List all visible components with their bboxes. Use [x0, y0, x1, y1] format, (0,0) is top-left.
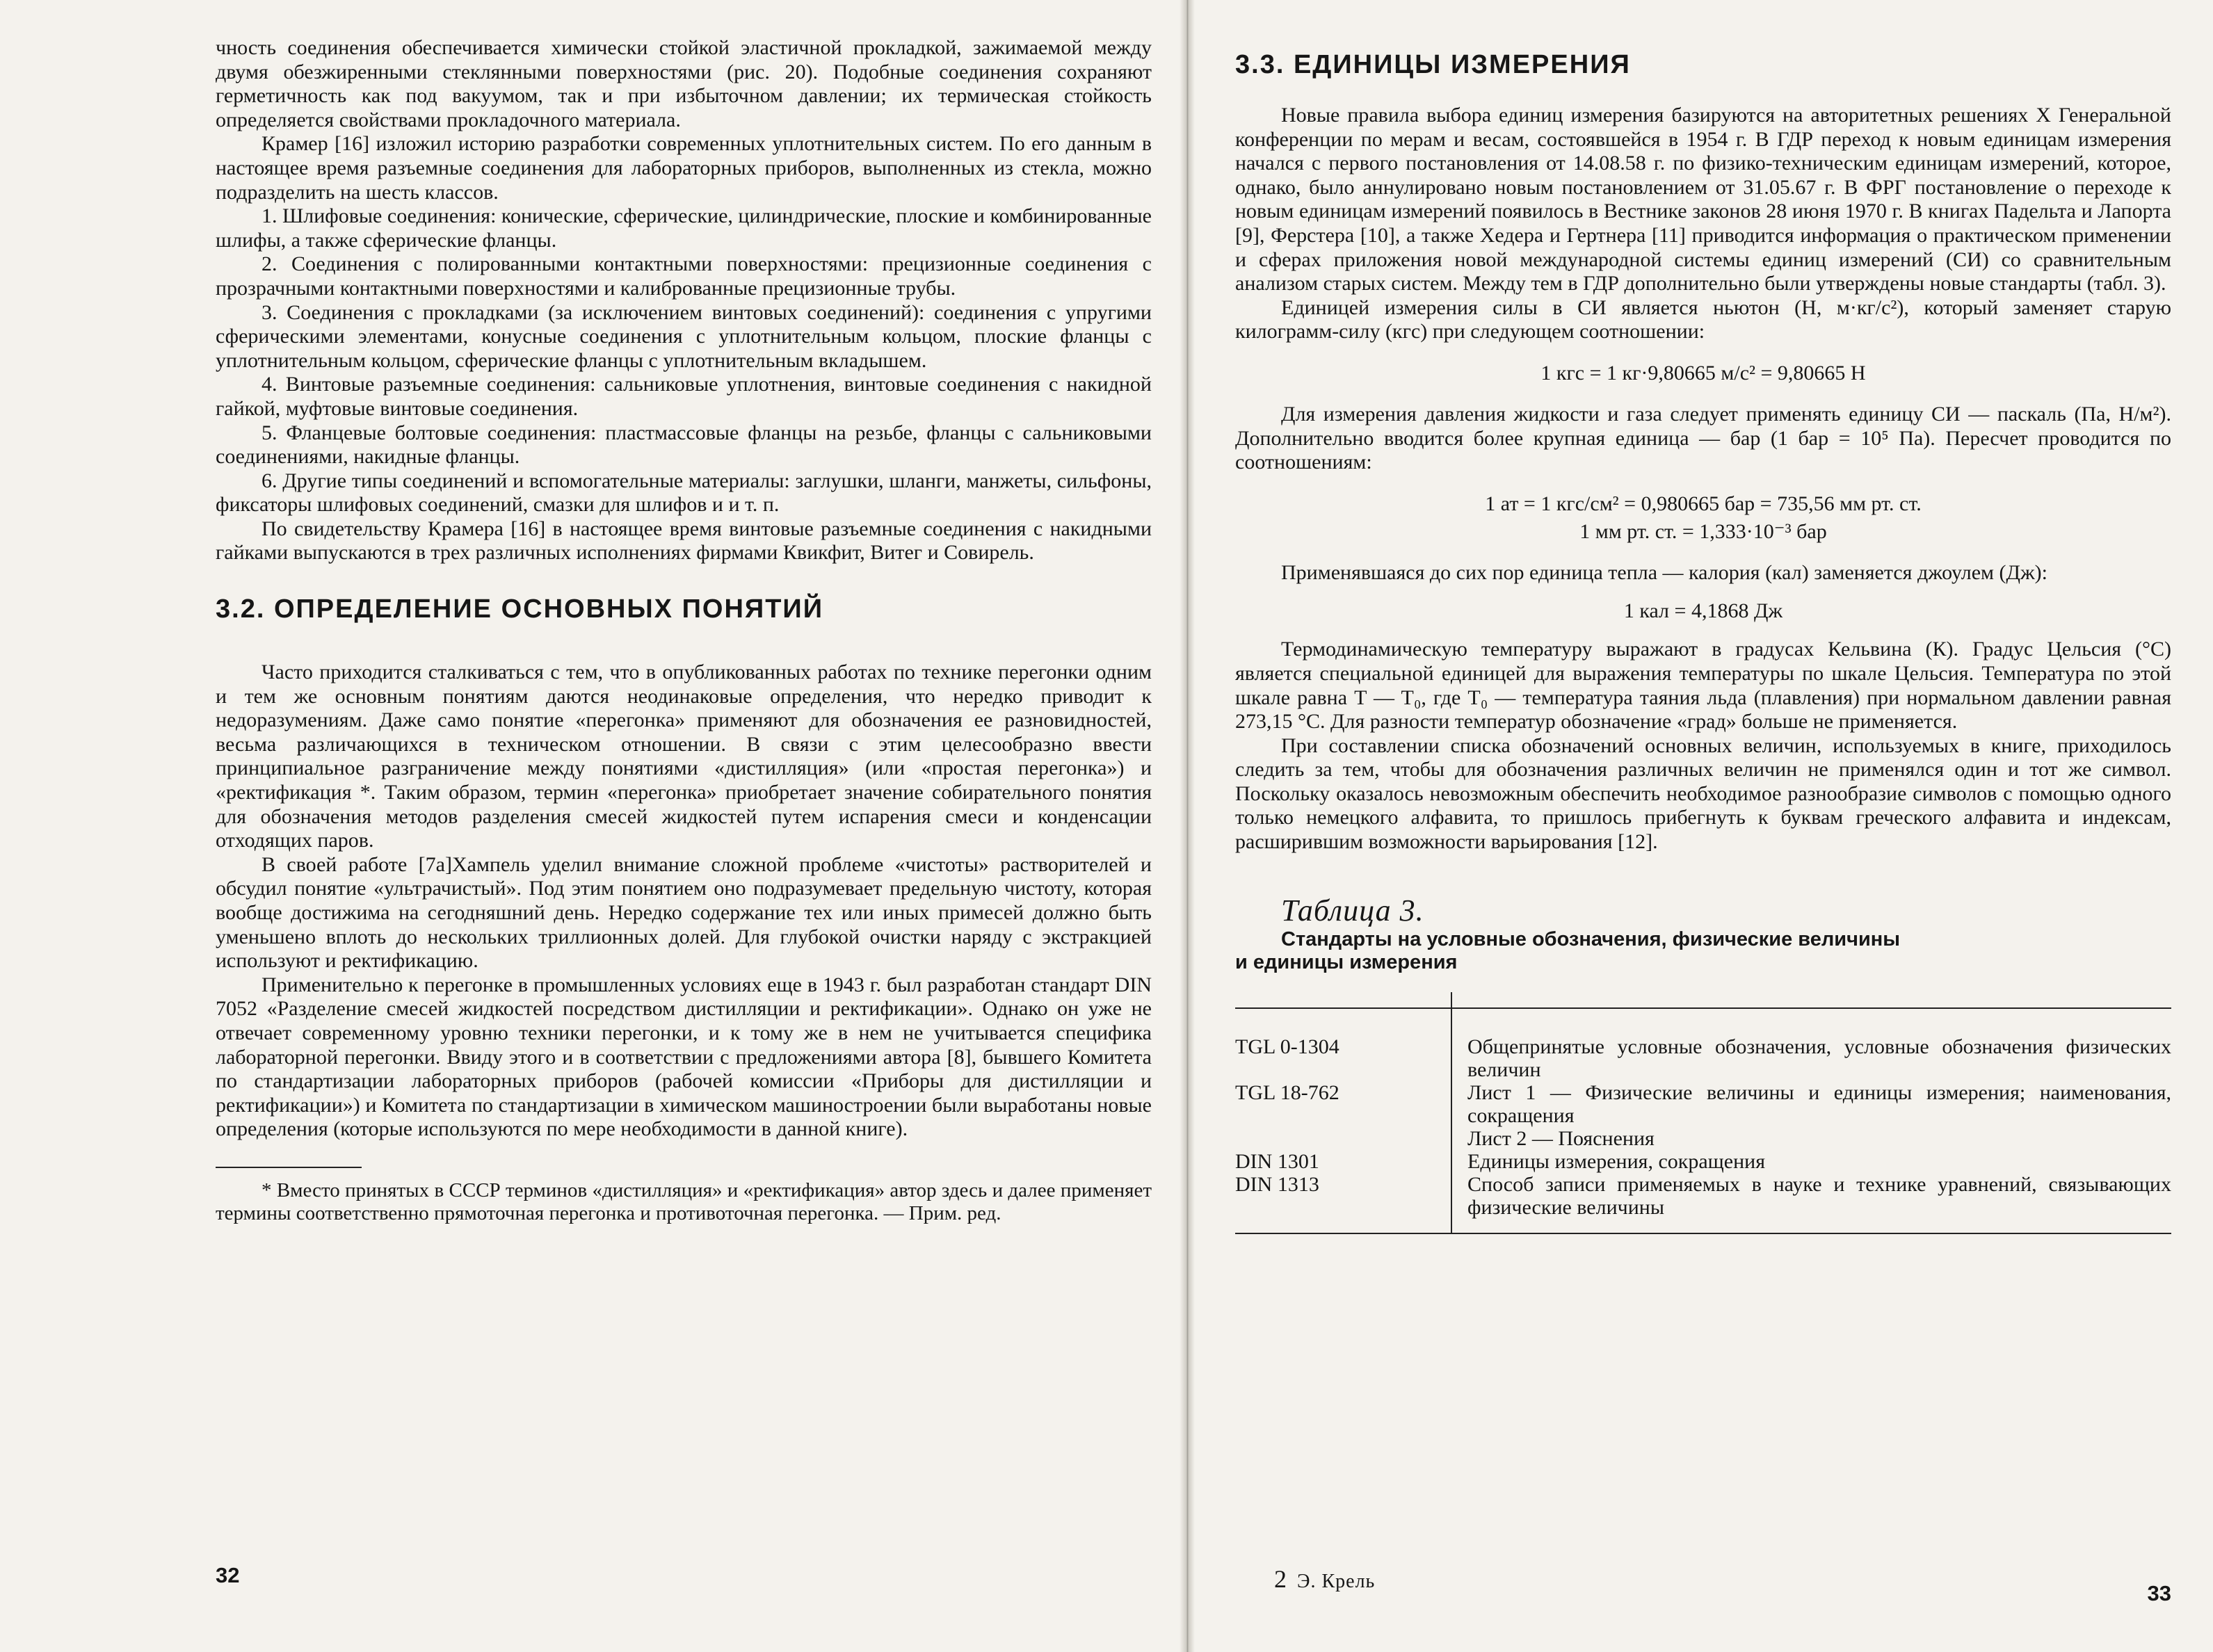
table-row — [1235, 1150, 2171, 1173]
list-item: 4. Винтовые разъемные соединения: сальниковые уплотнения, винтовые соединения с накидной гайкой, муфтовые винтовые соединения. — [216, 373, 1152, 420]
list-item: 2. Соединения с полированными контактными поверхностями: прецизионные соединения с прозрачными контактными поверхностями и калиброванные прецизионные трубы. — [216, 252, 1152, 300]
footnote-text: * Вместо принятых в СССР терминов «дистилляция» и «ректификация» автор здесь и далее применяет термины соответственно прямоточная перегонка и противоточная перегонка. — Прим. ред. — [216, 1179, 1152, 1224]
standard-code: DIN 1301 — [1235, 1150, 1319, 1174]
list-item: 6. Другие типы соединений и вспомогательные материалы: заглушки, шланги, манжеты, сильфоны, фиксаторы шлифовых соединений, смазки для шлифов и и т. п. — [216, 469, 1152, 517]
list-item: 1. Шлифовые соединения: конические, сферические, цилиндрические, плоские и комбинированные шлифы, а также сферические фланцы. — [216, 204, 1152, 252]
paragraph: Единицей измерения силы в СИ является ньютон (Н, м·кг/с²), который заменяет старую килограмм-силу (кгс) при следующем соотношении: — [1235, 295, 2171, 343]
paragraph: Термодинамическую температуру выражают в градусах Кельвина (К). Градус Цельсия (°С) является специальной единицей для выражения температуры по шкале Цельсия. Температура по этой шкале равна T — T₀, где T₀ — температура таяния льда (плавления) при нормальном давлении равная 273,15 °С. Для разности температур обозначение «град» больше не применяется. — [1235, 638, 2171, 734]
list-item: 5. Фланцевые болтовые соединения: пластмассовые фланцы на резьбе, фланцы с сальниковыми соединениями, накидные фланцы. — [216, 421, 1152, 469]
paragraph: В своей работе [7а]Хампель уделил внимание сложной проблеме «чистоты» растворителей и обсудил понятие «ультрачистый». Под этим понятием оно подразумевает предельную чистоту, которая вообще достижима на сегодняшний день. Нередко содержание тех или иных примесей должно быть уменьшено вплоть до нескольких триллионных долей. Для глубокой очистки наряду с экстракцией используют и ректификацию. — [216, 852, 1152, 973]
paragraph: Для измерения давления жидкости и газа следует применять единицу СИ — паскаль (Па, Н/м²). Дополнительно вводится более крупная единица — бар (1 бар = 10⁵ Па). Пересчет проводится по соотношениям: — [1235, 402, 2171, 474]
left-top-text — [216, 36, 1152, 565]
right-page — [1191, 0, 2213, 1652]
table-row — [1235, 1173, 2171, 1219]
standard-description: Лист 2 — Пояснения — [1451, 1127, 2171, 1150]
table-title-line: Стандарты на условные обозначения, физические величины — [1281, 928, 1901, 951]
standard-description: Единицы измерения, сокращения — [1451, 1150, 2171, 1173]
signature-author: Э. Крель — [1297, 1571, 1376, 1592]
footnote — [216, 1179, 1152, 1225]
signature-number: 2 — [1274, 1565, 1287, 1593]
table-spacer — [1235, 1008, 2171, 1035]
left-bottom-text — [216, 661, 1152, 1142]
formula-force: 1 кгс = 1 кг·9,80665 м/с² = 9,80665 Н — [1540, 361, 1866, 384]
section-heading: 3.3. ЕДИНИЦЫ ИЗМЕРЕНИЯ — [1235, 50, 1631, 79]
formula-pressure-at: 1 ат = 1 кгс/см² = 0,980665 бар = 735,56 мм рт. ст. — [1485, 492, 1922, 515]
printer-signature — [1274, 1564, 1375, 1594]
page-number: 32 — [216, 1563, 240, 1587]
paragraph: При составлении списка обозначений основных величин, используемых в книге, приходилось следить за тем, чтобы для обозначения различных величин не применялся один и тот же символ. Поскольку оказалось невозможным обеспечить необходимое разнообразие символов с помощью одного только немецкого алфавита, то пришлось прибегнуть к буквам греческого алфавита и индексам, расширившим возможности варьирования [12]. — [1235, 734, 2171, 854]
list-item: 3. Соединения с прокладками (за исключением винтовых соединений): соединения с упругими сферическими элементами, конусные соединения с уплотнительным кольцом, плоские фланцы с уплотнительным кольцом, сферические фланцы с уплотнительным вкладышем. — [216, 300, 1152, 372]
paragraph: Часто приходится сталкиваться с тем, что в опубликованных работах по технике перегонки одним и тем же основным понятиям даются неодинаковые определения, что нередко приводит к недоразумениям. Даже само понятие «перегонка» применяют для обозначения ее разновидностей, весьма различающихся в техническом отношении. В связи с этим целесообразно ввести принципиальное разграничение между понятиями «дистилляция» (или «простая перегонка») и «ректификация *. Таким образом, термин «перегонка» приобретает значение собирательного понятия для обозначения методов разделения смесей жидкостей путем испарения смеси и конденсации отходящих паров. — [216, 661, 1152, 852]
standard-code: TGL 18-762 — [1235, 1081, 1339, 1105]
page-number: 33 — [2147, 1581, 2171, 1605]
table-title-line: и единицы измерения — [1235, 951, 1458, 974]
paragraph: По свидетельству Крамера [16] в настоящее время винтовые разъемные соединения с накидными гайками выпускаются в трех различных исполнениях фирмами Квикфит, Витег и Совирель. — [216, 517, 1152, 565]
formula-heat: 1 кал = 4,1868 Дж — [1623, 599, 1783, 623]
paragraph: Применительно к перегонке в промышленных условиях еще в 1943 г. был разработан стандарт DIN 7052 «Разделение смесей жидкостей посредством дистилляции и ректификации». Однако он уже не отвечает современному уровню техники перегонки, и к тому же в нем не учитывается специфика лабораторной перегонки. Ввиду этого и в соответствии с предложениями автора [8], бывшего Комитета по стандартизации лабораторных приборов (рабочей комиссии «Приборы для дистилляции и ректификации») и Комитета по стандартизации в химическом машиностроении были выработаны новые определения (которые используются по мере необходимости в данной книге). — [216, 973, 1152, 1141]
standard-description: Общепринятые условные обозначения, условные обозначения физических величин — [1451, 1035, 2171, 1081]
table-caption: Таблица 3. — [1281, 893, 1424, 928]
table-row — [1235, 1081, 2171, 1127]
standards-table — [1235, 992, 2171, 1234]
formula-pressure-mm: 1 мм рт. ст. = 1,333·10⁻³ бар — [1579, 519, 1827, 543]
paragraph: Крамер [16] изложил историю разработки современных уплотнительных систем. По его данным в настоящее время разъемные соединения для лабораторных приборов, выполненных из стекла, можно подразделить на шесть классов. — [216, 132, 1152, 204]
table-title — [1235, 928, 2171, 974]
standard-code: DIN 1313 — [1235, 1173, 1319, 1197]
table-footer-rule — [1235, 1219, 2171, 1233]
table-row — [1235, 1035, 2171, 1081]
standard-description: Лист 1 — Физические величины и единицы измерения; наименования, сокращения — [1451, 1081, 2171, 1127]
standard-code — [1235, 1127, 1451, 1150]
paragraph: Применявшаяся до сих пор единица тепла — калория (кал) заменяется джоулем (Дж): — [1281, 560, 2048, 584]
table-header-rule — [1235, 992, 2171, 1008]
paragraph: Новые правила выбора единиц измерения базируются на авторитетных решениях X Генеральной конференции по мерам и весам, состоявшейся в 1954 г. В ГДР переход к новым единицам измерения начался с первого постановления от 14.08.58 г. по физико-техническим единицам измерений, которое, однако, было аннулировано новым постановлением от 31.05.67 г. В ФРГ постановление о переходе к новым единицам измерений появилось в Вестнике законов 28 июня 1970 г. В книгах Падельта и Лапорта [9], Ферстера [10], а также Хедера и Гертнера [11] приводится информация о практическом применении и сферах приложения новой международной системы единиц измерений (СИ) со сравнительным анализом старых систем. Между тем в ГДР дополнительно были утверждены новые стандарты (табл. 3). — [1235, 104, 2171, 295]
table-row — [1235, 1127, 2171, 1150]
footnote-divider — [216, 1167, 362, 1168]
paragraph: чность соединения обеспечивается химически стойкой эластичной прокладкой, зажимаемой между двумя обезжиренными стеклянными поверхностями (рис. 20). Подобные соединения сохраняют герметичность как под вакуумом, так и при избыточном давлении; их термическая стойкость определяется свойствами прокладочного материала. — [216, 36, 1152, 131]
section-heading: 3.2. ОПРЕДЕЛЕНИЕ ОСНОВНЫХ ПОНЯТИЙ — [216, 594, 824, 624]
standard-description: Способ записи применяемых в науке и технике уравнений, связывающих физические величины — [1451, 1173, 2171, 1219]
standard-code: TGL 0-1304 — [1235, 1035, 1339, 1059]
